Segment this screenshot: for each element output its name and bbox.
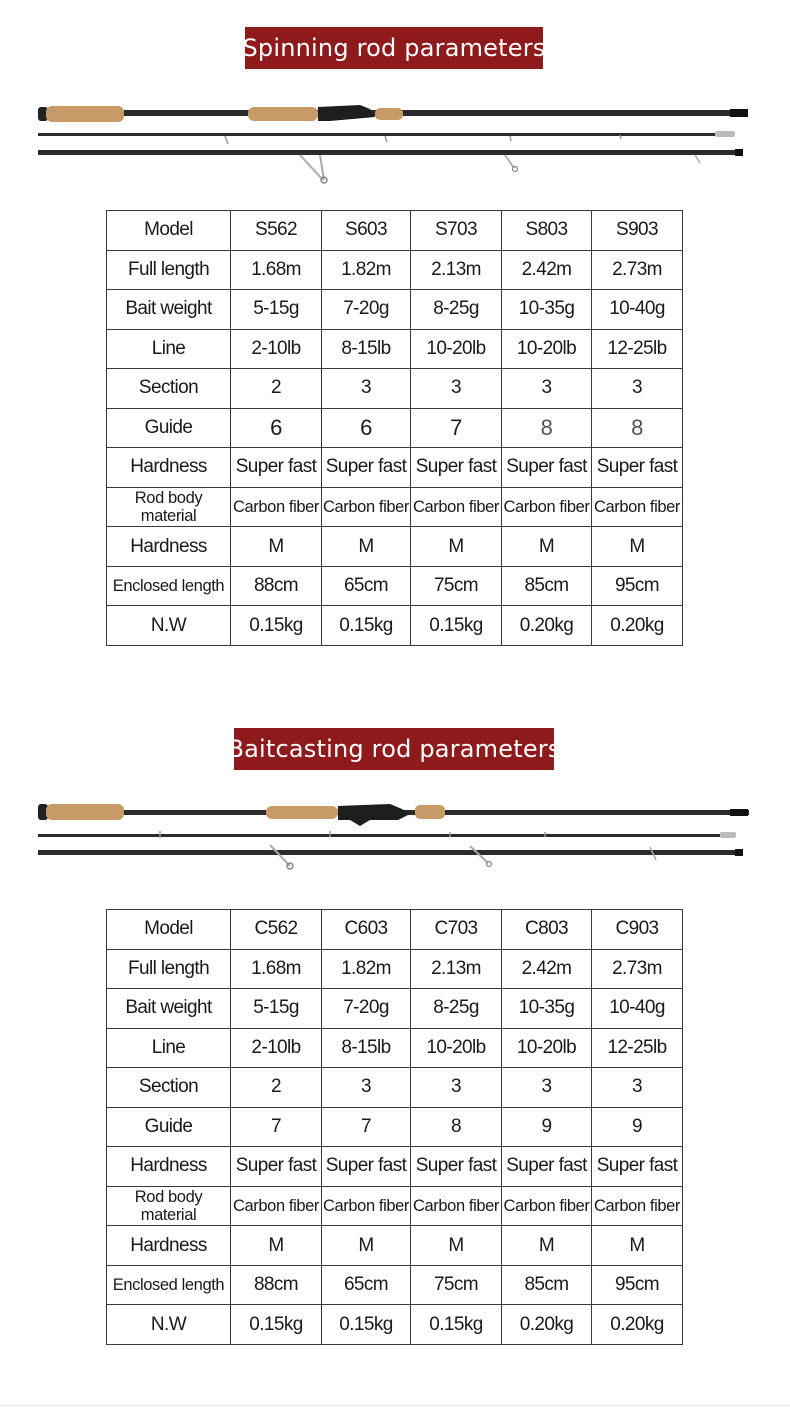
row-label: Bait weight [107,989,231,1029]
table-row [107,250,683,290]
spinning-title-banner [242,27,546,69]
table-cell: 2-10lb [231,1028,322,1068]
table-cell: Super fast [592,448,683,488]
row-label: Model [107,211,231,251]
table-cell: M [502,527,592,567]
table-cell: C803 [502,910,592,950]
table-cell: 3 [411,1068,502,1108]
rod-rear-grip [46,804,124,820]
table-row [107,1028,683,1068]
row-label: Rod body material [107,1186,231,1226]
table-cell: 65cm [322,1265,411,1305]
table-cell: C603 [322,910,411,950]
table-cell: M [592,1226,683,1266]
table-cell: 2-10lb [231,329,322,369]
table-cell: 0.15kg [231,606,322,646]
table-cell: M [411,527,502,567]
spinning-params-table [106,210,683,646]
table-cell: 3 [502,1068,592,1108]
table-cell: Carbon fiber [592,1186,683,1226]
table-row [107,329,683,369]
rod-blank-tip [38,133,728,136]
table-row [107,1147,683,1187]
table-cell: 3 [592,1068,683,1108]
table-row [107,369,683,409]
baitcasting-params-table [106,909,683,1345]
table-cell: 9 [502,1107,592,1147]
table-row [107,989,683,1029]
rod-reel-seat [338,804,410,826]
bottom-divider [0,1405,790,1406]
table-cell: 3 [322,1068,411,1108]
table-cell: C703 [411,910,502,950]
table-cell: Carbon fiber [502,1186,592,1226]
table-cell: 7-20g [322,290,411,330]
table-cell: 2.42m [502,949,592,989]
table-cell: Carbon fiber [231,487,322,527]
table-cell: 1.82m [322,250,411,290]
table-cell: 0.20kg [502,1305,592,1345]
table-cell: S803 [502,211,592,251]
table-cell: 0.15kg [231,1305,322,1345]
table-cell: M [592,527,683,567]
table-cell: 2 [231,1068,322,1108]
row-label: Line [107,329,231,369]
row-label: Hardness [107,1147,231,1187]
table-cell: C562 [231,910,322,950]
table-cell: Super fast [231,1147,322,1187]
table-cell: 10-20lb [411,1028,502,1068]
rod-blank-mid [38,850,740,855]
row-label: Hardness [107,527,231,567]
table-cell: Carbon fiber [592,487,683,527]
table-cell: M [411,1226,502,1266]
table-cell: Super fast [592,1147,683,1187]
table-cell: Super fast [322,1147,411,1187]
rod-ferrule [730,109,748,117]
table-cell: M [322,527,411,567]
table-cell: Super fast [322,448,411,488]
table-cell: 85cm [502,1265,592,1305]
row-label: Hardness [107,448,231,488]
table-row [107,290,683,330]
row-label: Bait weight [107,290,231,330]
table-row [107,211,683,251]
table-cell: 6 [231,408,322,448]
table-row [107,1068,683,1108]
table-cell: 8-25g [411,290,502,330]
table-cell: 10-40g [592,290,683,330]
table-cell: 8 [411,1107,502,1147]
table-cell: 12-25lb [592,329,683,369]
table-cell: 1.82m [322,949,411,989]
table-cell: Carbon fiber [322,1186,411,1226]
table-cell: Carbon fiber [322,487,411,527]
table-cell: 5-15g [231,989,322,1029]
table-cell: M [231,1226,322,1266]
table-row [107,487,683,527]
rod-tip-end [715,131,735,137]
table-cell: 2 [231,369,322,409]
row-label: Full length [107,250,231,290]
table-cell: 3 [502,369,592,409]
row-label: Section [107,1068,231,1108]
rod-ferrule [730,809,748,816]
table-cell: 2.73m [592,250,683,290]
table-cell: 7 [411,408,502,448]
rod-front-grip [415,805,445,819]
table-row [107,910,683,950]
row-label: Enclosed length [107,566,231,606]
table-cell: S562 [231,211,322,251]
row-label: Hardness [107,1226,231,1266]
table-cell: S703 [411,211,502,251]
table-row [107,1226,683,1266]
table-cell: 8 [502,408,592,448]
table-row [107,1265,683,1305]
table-cell: 8-15lb [322,329,411,369]
table-cell: 10-20lb [502,329,592,369]
table-cell: Carbon fiber [411,1186,502,1226]
table-cell: Super fast [502,448,592,488]
table-cell: Super fast [411,448,502,488]
table-cell: S903 [592,211,683,251]
table-cell: 8-25g [411,989,502,1029]
row-label: N.W [107,1305,231,1345]
table-row [107,566,683,606]
rod-front-grip [375,108,403,120]
row-label: Full length [107,949,231,989]
table-row [107,606,683,646]
table-cell: Carbon fiber [502,487,592,527]
table-cell: S603 [322,211,411,251]
table-cell: 6 [322,408,411,448]
table-cell: 0.15kg [411,606,502,646]
table-cell: 0.20kg [502,606,592,646]
table-cell: M [502,1226,592,1266]
table-cell: 10-40g [592,989,683,1029]
table-cell: M [322,1226,411,1266]
table-cell: 3 [322,369,411,409]
table-cell: 95cm [592,566,683,606]
table-cell: 10-35g [502,290,592,330]
table-cell: 3 [411,369,502,409]
table-cell: 2.13m [411,949,502,989]
row-label: Line [107,1028,231,1068]
table-cell: Carbon fiber [411,487,502,527]
table-cell: C903 [592,910,683,950]
table-cell: 95cm [592,1265,683,1305]
rod-fore-grip [266,806,338,819]
table-cell: 10-20lb [411,329,502,369]
table-cell: 85cm [502,566,592,606]
rod-reel-seat [318,105,375,121]
table-cell: 0.20kg [592,1305,683,1345]
row-label: Enclosed length [107,1265,231,1305]
table-cell: 3 [592,369,683,409]
table-cell: 0.15kg [322,606,411,646]
row-label: Section [107,369,231,409]
table-cell: 8-15lb [322,1028,411,1068]
rod-rear-grip [46,106,124,122]
spinning-rod-image [30,100,755,185]
table-cell: 2.13m [411,250,502,290]
rod-blank-tip [38,834,728,837]
table-cell: 0.15kg [322,1305,411,1345]
rod-blank-mid [38,150,740,155]
table-row [107,408,683,448]
table-cell: 75cm [411,566,502,606]
table-cell: 10-35g [502,989,592,1029]
table-row [107,949,683,989]
table-row [107,1186,683,1226]
table-cell: 65cm [322,566,411,606]
table-cell: 10-20lb [502,1028,592,1068]
row-label: Guide [107,408,231,448]
row-label: Guide [107,1107,231,1147]
table-cell: 88cm [231,1265,322,1305]
table-row [107,448,683,488]
row-label: Rod body material [107,487,231,527]
table-cell: 8 [592,408,683,448]
table-cell: Super fast [411,1147,502,1187]
table-cell: 7 [231,1107,322,1147]
row-label: N.W [107,606,231,646]
table-cell: 12-25lb [592,1028,683,1068]
baitcasting-title-banner [227,728,561,770]
rod-tip-end [720,832,736,838]
table-cell: 0.15kg [411,1305,502,1345]
table-row [107,1107,683,1147]
table-row [107,527,683,567]
table-cell: 1.68m [231,250,322,290]
table-cell: 7-20g [322,989,411,1029]
table-cell: 9 [592,1107,683,1147]
rod-fore-grip [248,107,318,121]
table-cell: 88cm [231,566,322,606]
table-cell: 2.73m [592,949,683,989]
table-cell: M [231,527,322,567]
baitcasting-title: Baitcasting rod parameters [227,735,561,763]
spinning-title: Spinning rod parameters [242,34,546,62]
table-cell: 7 [322,1107,411,1147]
table-cell: 5-15g [231,290,322,330]
rod-blank-main [124,110,744,116]
table-cell: Super fast [502,1147,592,1187]
table-cell: Carbon fiber [231,1186,322,1226]
table-cell: Super fast [231,448,322,488]
table-cell: 0.20kg [592,606,683,646]
table-cell: 75cm [411,1265,502,1305]
table-cell: 1.68m [231,949,322,989]
table-cell: 2.42m [502,250,592,290]
baitcasting-rod-image [30,800,755,880]
table-row [107,1305,683,1345]
row-label: Model [107,910,231,950]
